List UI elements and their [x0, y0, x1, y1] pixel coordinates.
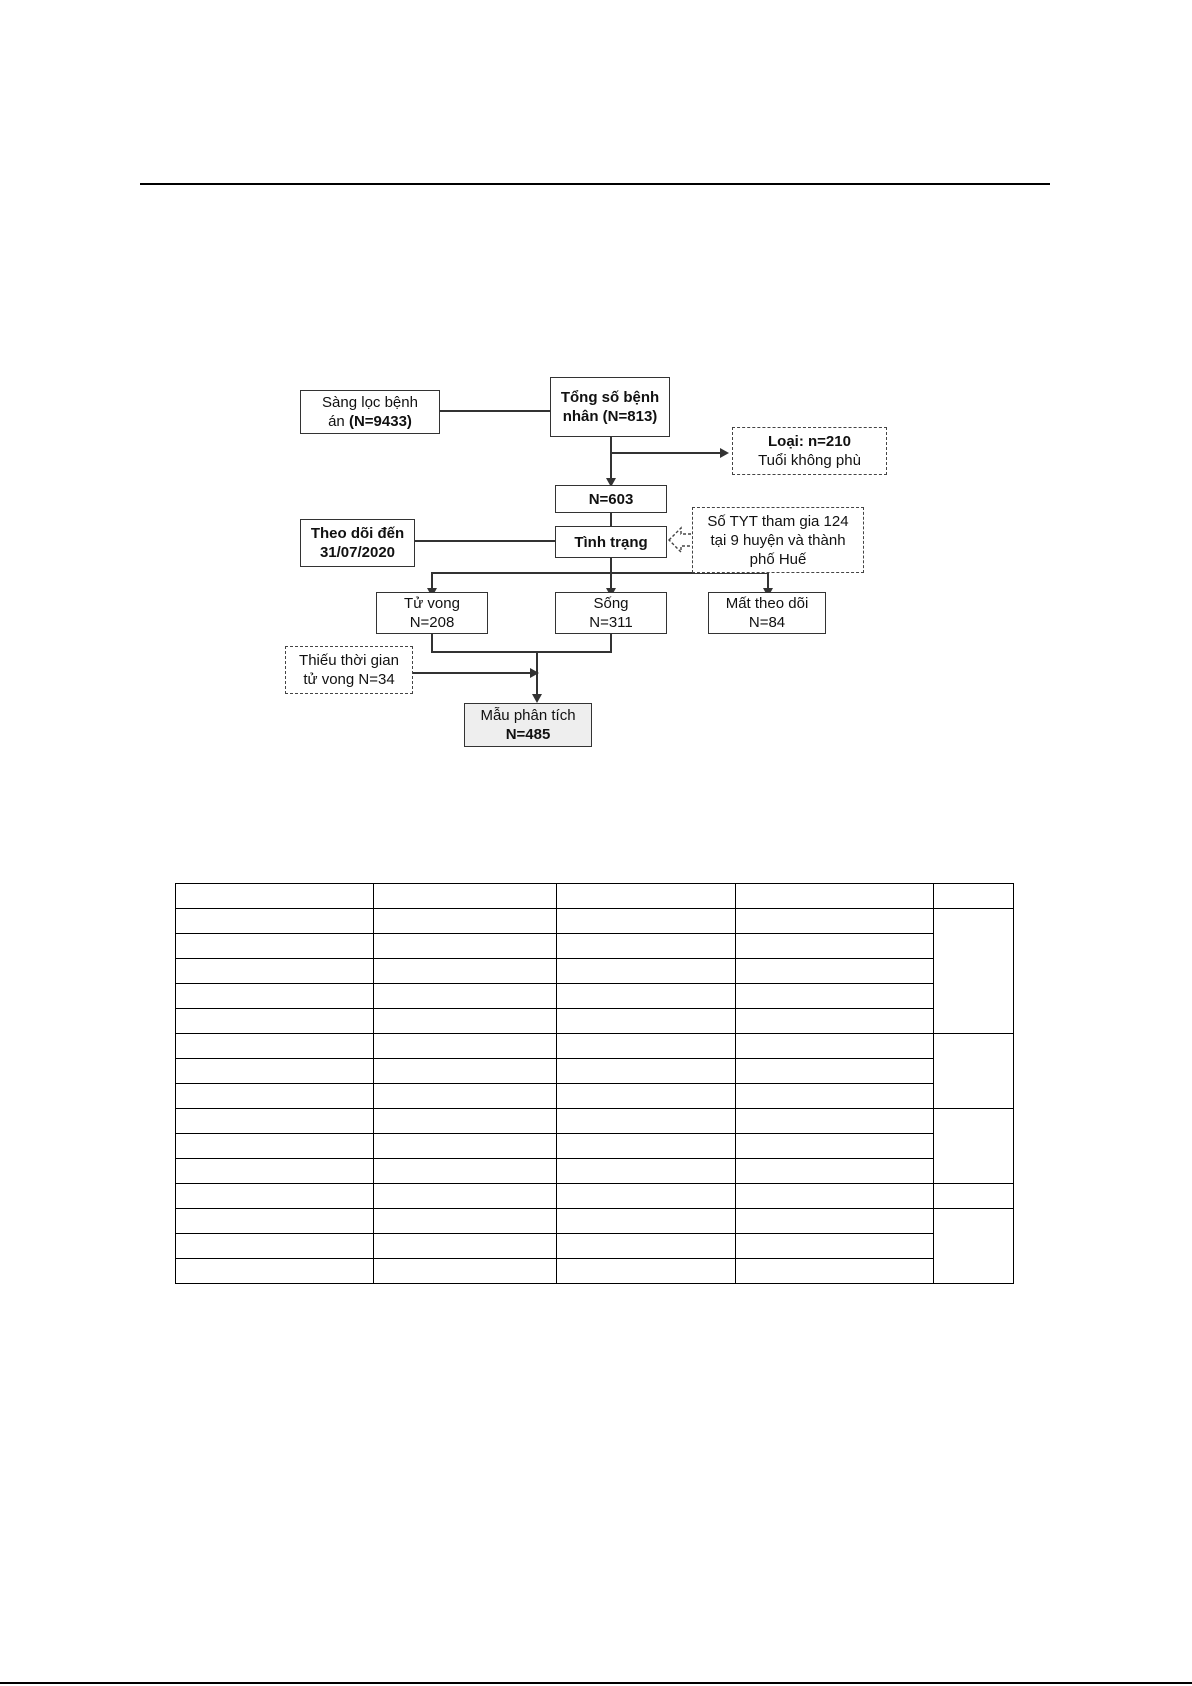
sample-box [464, 703, 592, 747]
table-cell [557, 1209, 736, 1234]
table-cell [176, 1134, 374, 1159]
table-cell [176, 1184, 374, 1209]
alive-box [555, 592, 667, 634]
followup-box [300, 519, 415, 567]
table-cell [176, 934, 374, 959]
table-cell [176, 1209, 374, 1234]
arrowhead [720, 448, 729, 458]
table-cell [736, 1084, 934, 1109]
excluded-line2: Tuổi không phù [758, 452, 861, 469]
table-row [176, 1084, 1014, 1109]
connector-alive-merge [610, 632, 612, 652]
table-row [176, 1159, 1014, 1184]
table-cell [557, 1159, 736, 1184]
table-cell [736, 1184, 934, 1209]
table-cell [374, 1234, 557, 1259]
table-cell [176, 984, 374, 1009]
table-cell [176, 959, 374, 984]
table-row [176, 1134, 1014, 1159]
hollow-arrow-icon [667, 525, 695, 555]
table-cell [736, 1034, 934, 1059]
arrowhead [532, 694, 542, 703]
table-cell [374, 934, 557, 959]
arrowhead [530, 668, 539, 678]
death-box [376, 592, 488, 634]
table-row [176, 1184, 1014, 1209]
table-row [176, 959, 1014, 984]
connector-death-merge [431, 632, 433, 652]
lost-line2: N=84 [748, 614, 786, 631]
lost-line1: Mất theo dõi [725, 595, 809, 612]
sample-line2: N=485 [505, 726, 551, 743]
alive-line1: Sống [593, 595, 629, 612]
table-cell [736, 884, 934, 909]
connector-merge-horizontal [431, 651, 612, 653]
table-row [176, 984, 1014, 1009]
table-cell [176, 1009, 374, 1034]
followup-line2: 31/07/2020 [319, 544, 396, 561]
connector-total-603 [610, 435, 612, 483]
table-cell [557, 884, 736, 909]
table-cell [557, 1259, 736, 1284]
screening-box [300, 390, 440, 434]
table-cell [736, 1259, 934, 1284]
excluded-line1: Loại: n=210 [768, 433, 851, 450]
connector-excluded [610, 452, 722, 454]
table-row [176, 1234, 1014, 1259]
table-cell [557, 1059, 736, 1084]
table-cell [736, 1209, 934, 1234]
table-cell [374, 1159, 557, 1184]
table-row [176, 1209, 1014, 1234]
data-table [175, 883, 1014, 1284]
alive-line2: N=311 [589, 614, 633, 631]
table-row [176, 1259, 1014, 1284]
n603-label: N=603 [588, 490, 634, 508]
table-cell [374, 984, 557, 1009]
table-cell [176, 1109, 374, 1134]
table-cell [557, 1009, 736, 1034]
table-cell [374, 1084, 557, 1109]
table-cell-merged [934, 884, 1014, 909]
data-table-body [176, 884, 1014, 1284]
table-cell [176, 1159, 374, 1184]
table-cell [374, 1184, 557, 1209]
table-cell [557, 1034, 736, 1059]
table-cell [557, 1109, 736, 1134]
n603-box [555, 485, 667, 513]
table-cell [736, 934, 934, 959]
screening-line2-prefix: án [328, 413, 349, 430]
table-cell [374, 1009, 557, 1034]
missing-box [285, 646, 413, 694]
table-cell [374, 1259, 557, 1284]
excluded-box [732, 427, 887, 475]
table-cell [176, 909, 374, 934]
table-cell [557, 1084, 736, 1109]
table-cell [736, 959, 934, 984]
table-cell [176, 1259, 374, 1284]
table-cell-merged [934, 1184, 1014, 1209]
connector-missing [412, 672, 536, 674]
table-cell [176, 1034, 374, 1059]
lost-box [708, 592, 826, 634]
table-cell-merged [934, 1034, 1014, 1109]
table-cell [736, 1234, 934, 1259]
missing-line1: Thiếu thời gian [299, 652, 399, 669]
table-cell [736, 1159, 934, 1184]
table-row [176, 884, 1014, 909]
table-cell-merged [934, 1109, 1014, 1184]
death-line1: Tử vong [404, 595, 460, 612]
table-cell [736, 1059, 934, 1084]
stations-box [692, 507, 864, 573]
screening-line1: Sàng lọc bệnh [322, 394, 418, 411]
table-cell [374, 1109, 557, 1134]
table-cell [736, 1109, 934, 1134]
death-line2: N=208 [409, 614, 455, 631]
table-cell [374, 909, 557, 934]
table-cell [176, 884, 374, 909]
study-flowchart [299, 380, 900, 743]
table-cell [557, 1134, 736, 1159]
table-cell [374, 1034, 557, 1059]
table-cell [374, 1134, 557, 1159]
header-rule [140, 183, 1050, 185]
table-cell [736, 1009, 934, 1034]
table-row [176, 1059, 1014, 1084]
table-row [176, 934, 1014, 959]
connector-status-split [610, 556, 612, 573]
status-label: Tình trạng [574, 533, 648, 551]
table-cell [176, 1059, 374, 1084]
table-cell [736, 984, 934, 1009]
table-cell [176, 1234, 374, 1259]
table-cell [736, 909, 934, 934]
table-cell-merged [934, 909, 1014, 1034]
table-cell [374, 1059, 557, 1084]
table-row [176, 1009, 1014, 1034]
table-cell [374, 884, 557, 909]
table-cell [557, 1234, 736, 1259]
table-cell [557, 934, 736, 959]
total-line1: Tổng số bệnh [560, 389, 660, 406]
screening-line2 [328, 412, 412, 431]
sample-line1: Mẫu phân tích [480, 707, 576, 724]
followup-line1: Theo dõi đến [310, 525, 405, 542]
table-cell [557, 1184, 736, 1209]
table-cell [374, 959, 557, 984]
stations-line1: Số TYT tham gia 124 [707, 512, 849, 530]
total-patients-box [550, 377, 670, 437]
missing-line2: tử vong N=34 [303, 671, 395, 688]
table-cell-merged [934, 1209, 1014, 1284]
connector-followup-status [412, 540, 560, 542]
table-row [176, 909, 1014, 934]
table-row [176, 1109, 1014, 1134]
table-cell [557, 984, 736, 1009]
status-box [555, 526, 667, 558]
screening-count: (N=9433) [348, 413, 412, 430]
stations-line2: tại 9 huyện và thành [710, 531, 846, 549]
connector-screening-total [438, 410, 558, 412]
footer-rule [0, 1682, 1192, 1684]
table-cell [736, 1134, 934, 1159]
table-cell [176, 1084, 374, 1109]
table-cell [557, 909, 736, 934]
total-line2: nhân (N=813) [562, 408, 658, 425]
table-row [176, 1034, 1014, 1059]
table-cell [557, 959, 736, 984]
stations-line3: phố Huế [749, 550, 807, 568]
table-cell [374, 1209, 557, 1234]
